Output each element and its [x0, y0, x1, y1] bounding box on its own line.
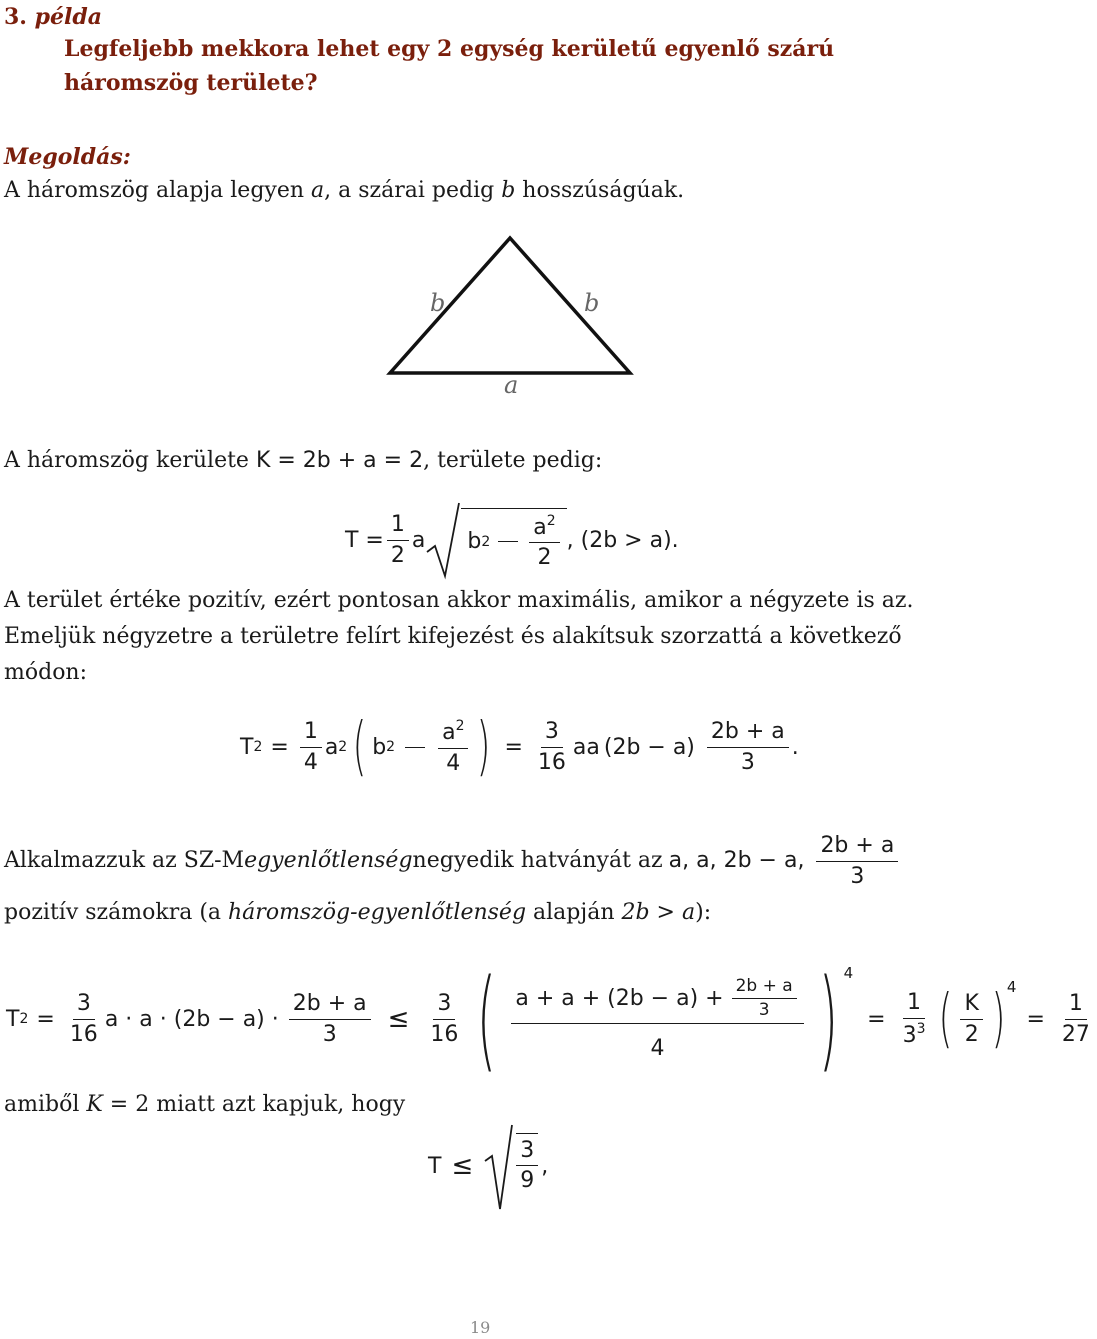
eq1-inner-num: a [533, 514, 547, 540]
eq4-radicand [516, 1133, 538, 1194]
perimeter-formula: K = 2b + a = 2 [255, 448, 424, 473]
eq3-f5-num: 1 [1065, 991, 1087, 1019]
example-label: példa [34, 4, 103, 30]
para3-line-1 [4, 826, 901, 896]
eq3-frac-1-27 [1058, 991, 1094, 1047]
eq2-in-num: a [442, 720, 456, 746]
eq2-T-exp: 2 [253, 739, 263, 755]
example-heading [4, 0, 102, 34]
intro-text-post: hosszúságúak. [515, 178, 685, 203]
eq3-K-exp: 4 [1006, 978, 1017, 996]
example-number: 3. [4, 4, 27, 30]
eq3-T-exp: 2 [19, 1011, 29, 1027]
eq3-f3-num: 3 [433, 991, 455, 1019]
eq4-r-den: 9 [520, 1168, 535, 1193]
para2-line-2: Emeljük négyzetre a területre felírt kifejezést és alakítsuk szorzattá a következő [4, 624, 902, 649]
para3-mid: negyedik hatványát az [412, 848, 663, 873]
eq2-var-a: a [324, 734, 339, 760]
eq1-frac-num: 1 [387, 512, 409, 540]
para4-mid: = 2 miatt azt kapjuk, hogy [102, 1092, 406, 1117]
eq3-outer-exp: 4 [843, 964, 854, 982]
eq3-equals-3: = [1026, 1006, 1045, 1032]
para4-line [4, 1088, 405, 1122]
eq2-f1-num: 1 [300, 719, 322, 747]
perimeter-line [4, 444, 602, 478]
final-inequality [428, 1120, 548, 1212]
eq4-le-sign: ≤ [451, 1151, 474, 1181]
eq3-big-num-pre: a + a + (2b − a) + [515, 986, 724, 1012]
eq2-var-b: b [372, 734, 387, 760]
para3-frac [816, 833, 898, 889]
eq2-aa: aa [572, 734, 600, 760]
eq2-equals-2: = [504, 734, 523, 760]
eq3-big-num-frac [732, 977, 797, 1021]
eq1-inner-fraction [529, 513, 559, 571]
eq3-left-paren-icon: ( [477, 955, 497, 1083]
eq2-left-paren-icon: ( [352, 710, 367, 784]
eq3-K-den: 2 [964, 1021, 979, 1047]
eq3-f1-num: 3 [73, 991, 95, 1019]
eq3-big-fraction [511, 977, 803, 1061]
triangle-label-right: b [584, 289, 600, 317]
sqrt-sign-final-icon [483, 1121, 513, 1211]
eq1-minus [498, 541, 518, 542]
eq3-T: T [6, 1006, 20, 1032]
eq3-equals-1: = [36, 1006, 55, 1032]
eq2-minus [405, 747, 425, 748]
eq3-f2-den: 3 [322, 1021, 337, 1047]
para3-ital2: háromszög-egyenlőtlenség [228, 900, 527, 925]
eq3-f5-den: 27 [1061, 1021, 1090, 1047]
eq3-right-paren-icon: ) [818, 955, 838, 1083]
eq2-f2-num: 3 [541, 719, 563, 747]
para3-ital1: egyenlőtlenség [244, 848, 413, 873]
intro-var-b: b [501, 178, 516, 203]
eq2-b-exp: 2 [386, 739, 396, 755]
eq3-le-sign: ≤ [387, 1004, 410, 1034]
eq3-frac-K-2 [960, 991, 982, 1047]
eq4-end: , [541, 1153, 549, 1179]
eq2-f2-den: 16 [537, 749, 566, 775]
eq2-equals-1: = [270, 734, 289, 760]
para3-line2-pre: pozitív számokra (a [4, 900, 229, 925]
sqrt-sign-icon [425, 500, 461, 580]
triangle-diagram [380, 228, 640, 403]
eq1-b-exp: 2 [481, 533, 491, 550]
eq2-T: T [240, 734, 254, 760]
para3-frac-den: 3 [850, 863, 865, 889]
eq1-frac-den: 2 [390, 542, 405, 568]
eq2-a-exp: 2 [338, 739, 348, 755]
eq2-frac-3-16 [534, 719, 570, 775]
eq3-k-right-paren-icon: ) [991, 982, 1006, 1056]
eq3-f4-num: 1 [903, 990, 925, 1018]
eq2-paren-term: (2b − a) [603, 734, 695, 760]
eq3-f3-den: 16 [430, 1021, 459, 1047]
question-line-1: Legfeljebb mekkora lehet egy 2 egység kerületű egyenlő szárú [64, 36, 835, 62]
eq2-frac-quarter [300, 719, 322, 775]
eq3-f2-num: 2b + a [289, 991, 371, 1019]
intro-var-a: a [311, 178, 325, 203]
eq3-equals-2: = [867, 1006, 886, 1032]
triangle-label-left: b [430, 289, 446, 317]
eq1-lhs: T = [345, 527, 384, 553]
perimeter-text-pre: A háromszög kerülete [4, 448, 256, 473]
eq3-bnf-den: 3 [758, 1000, 770, 1021]
para3-pre: Alkalmazzuk az SZ-M [4, 848, 245, 873]
eq2-end: . [791, 734, 799, 760]
para2-line-3: módon: [4, 660, 88, 685]
para3-list: a, a, 2b − a, [668, 848, 805, 873]
para2-line-1: A terület értéke pozitív, ezért pontosan akkor maximális, amikor a négyzete is az. [4, 588, 914, 613]
eq1-var-b: b [467, 529, 482, 554]
eq2-inner-fraction [438, 718, 468, 776]
eq3-frac-1-27th [899, 990, 930, 1048]
inequality-chain [6, 955, 1097, 1083]
eq3-big-num [511, 977, 803, 1024]
eq3-big-den: 4 [650, 1035, 665, 1061]
eq2-f1-den: 4 [303, 749, 318, 775]
intro-text-mid: , a szárai pedig [324, 178, 502, 203]
eq2-f3-den: 3 [740, 749, 755, 775]
intro-line [4, 174, 684, 208]
eq1-var-a: a [411, 527, 426, 553]
para3-line-2 [4, 896, 711, 930]
eq3-frac-3-16-a [66, 991, 102, 1047]
eq3-f1-den: 16 [69, 1021, 98, 1047]
eq1-inner-exp: 2 [546, 512, 556, 529]
eq3-f4-den-base: 3 [902, 1022, 917, 1048]
eq3-k-left-paren-icon: ( [938, 982, 952, 1056]
question-line-2: háromszög területe? [64, 70, 318, 96]
eq2-f3-num: 2b + a [707, 719, 789, 747]
eq3-frac-2b-a-3 [289, 991, 371, 1047]
para3-cond: 2b > a [621, 900, 696, 925]
intro-text-pre: A háromszög alapja legyen [4, 178, 312, 203]
page-number: 19 [470, 1318, 491, 1337]
eq1-condition: , (2b > a). [566, 527, 679, 553]
eq1-inner-den: 2 [537, 545, 552, 570]
squared-area-equation [240, 702, 799, 792]
eq4-T: T [428, 1153, 442, 1179]
eq2-right-paren-icon: ) [477, 710, 491, 784]
perimeter-text-post: , területe pedig: [423, 448, 603, 473]
eq2-frac-2b-a-3 [707, 719, 789, 775]
para3-frac-num: 2b + a [816, 833, 898, 861]
eq3-product: a · a · (2b − a) · [104, 1006, 279, 1032]
para3-line2-mid: alapján [526, 900, 622, 925]
eq3-frac-3-16-b [426, 991, 462, 1047]
eq3-f4-den-exp: 3 [916, 1020, 926, 1037]
eq2-in-den: 4 [446, 750, 461, 776]
eq1-radicand [461, 508, 566, 571]
eq4-r-num: 3 [516, 1138, 538, 1166]
eq3-K-num: K [960, 991, 982, 1019]
solution-label: Megoldás: [4, 144, 131, 170]
triangle-label-base: a [504, 371, 519, 399]
para3-line2-post: ): [695, 900, 712, 925]
area-equation [345, 500, 679, 580]
para4-K: K [86, 1092, 103, 1117]
eq1-fraction-half [387, 512, 409, 568]
eq3-bnf-num: 2b + a [732, 977, 797, 1000]
para4-pre: amiből [4, 1092, 87, 1117]
eq2-in-exp: 2 [455, 718, 465, 735]
